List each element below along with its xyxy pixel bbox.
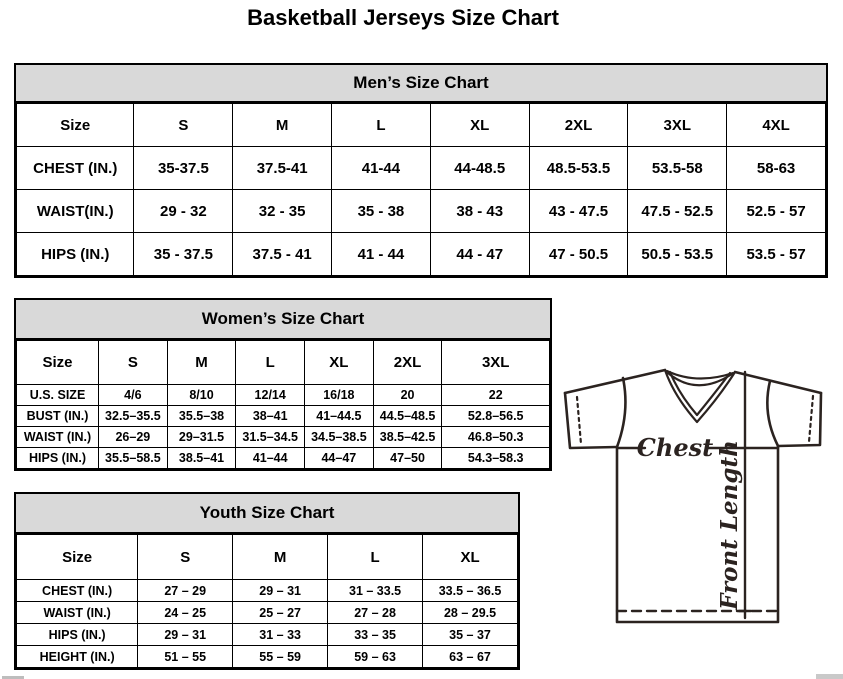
- value-cell: 38.5–41: [167, 448, 236, 469]
- womens-size-chart-section: [14, 298, 552, 471]
- value-cell: 31.5–34.5: [236, 427, 305, 448]
- value-cell: 41–44: [236, 448, 305, 469]
- value-cell: 32 - 35: [233, 190, 332, 233]
- size-column-header: M: [233, 104, 332, 147]
- value-cell: 41-44: [332, 147, 431, 190]
- row-label-cell: CHEST (IN.): [17, 580, 138, 602]
- value-cell: 44 - 47: [430, 233, 529, 276]
- value-cell: 48.5-53.5: [529, 147, 628, 190]
- size-column-header: 2XL: [529, 104, 628, 147]
- mens-size-chart-table: [16, 103, 826, 276]
- row-label-cell: U.S. SIZE: [17, 385, 99, 406]
- value-cell: 29 – 31: [138, 624, 233, 646]
- value-cell: 33.5 – 36.5: [423, 580, 518, 602]
- value-cell: 47–50: [373, 448, 442, 469]
- value-cell: 35 - 38: [332, 190, 431, 233]
- measurement-row: [17, 602, 518, 624]
- measurement-row: [17, 427, 550, 448]
- youth-size-chart-title: Youth Size Chart: [16, 494, 518, 534]
- size-column-header: XL: [423, 535, 518, 580]
- size-column-header: 3XL: [442, 341, 550, 385]
- size-column-header: L: [236, 341, 305, 385]
- size-column-header: XL: [430, 104, 529, 147]
- value-cell: 27 – 28: [328, 602, 423, 624]
- size-header-row: [17, 535, 518, 580]
- value-cell: 38.5–42.5: [373, 427, 442, 448]
- value-cell: 47.5 - 52.5: [628, 190, 727, 233]
- measurement-row: [17, 190, 826, 233]
- value-cell: 41 - 44: [332, 233, 431, 276]
- value-cell: 50.5 - 53.5: [628, 233, 727, 276]
- youth-size-chart-table: [16, 534, 518, 668]
- row-label-cell: WAIST(IN.): [17, 190, 134, 233]
- value-cell: 25 – 27: [233, 602, 328, 624]
- womens-size-chart-title: Women’s Size Chart: [16, 300, 550, 340]
- row-label-cell: HIPS (IN.): [17, 233, 134, 276]
- value-cell: 35.5–38: [167, 406, 236, 427]
- value-cell: 44-48.5: [430, 147, 529, 190]
- value-cell: 52.5 - 57: [727, 190, 826, 233]
- value-cell: 37.5-41: [233, 147, 332, 190]
- mens-size-chart-title: Men’s Size Chart: [16, 65, 826, 103]
- value-cell: 35-37.5: [134, 147, 233, 190]
- measurement-row: [17, 448, 550, 469]
- value-cell: 43 - 47.5: [529, 190, 628, 233]
- value-cell: 46.8–50.3: [442, 427, 550, 448]
- row-label-cell: HIPS (IN.): [17, 624, 138, 646]
- value-cell: 29 - 32: [134, 190, 233, 233]
- size-column-header: 3XL: [628, 104, 727, 147]
- measurement-row: [17, 646, 518, 668]
- value-cell: 22: [442, 385, 550, 406]
- size-column-header: XL: [305, 341, 374, 385]
- size-column-header: L: [328, 535, 423, 580]
- value-cell: 53.5-58: [628, 147, 727, 190]
- value-cell: 38 - 43: [430, 190, 529, 233]
- chest-measure-label: Chest: [636, 433, 714, 462]
- value-cell: 54.3–58.3: [442, 448, 550, 469]
- size-header-cell: Size: [17, 535, 138, 580]
- size-column-header: S: [134, 104, 233, 147]
- value-cell: 51 – 55: [138, 646, 233, 668]
- value-cell: 20: [373, 385, 442, 406]
- jersey-outline-icon: [556, 360, 838, 624]
- value-cell: 44–47: [305, 448, 374, 469]
- value-cell: 47 - 50.5: [529, 233, 628, 276]
- front-length-measure-label: Front Length: [716, 440, 743, 610]
- measurement-row: [17, 580, 518, 602]
- measurement-row: [17, 406, 550, 427]
- value-cell: 37.5 - 41: [233, 233, 332, 276]
- value-cell: 38–41: [236, 406, 305, 427]
- row-label-cell: BUST (IN.): [17, 406, 99, 427]
- size-header-cell: Size: [17, 341, 99, 385]
- size-column-header: S: [138, 535, 233, 580]
- value-cell: 59 – 63: [328, 646, 423, 668]
- youth-size-chart-section: [14, 492, 520, 670]
- measurement-row: [17, 147, 826, 190]
- size-header-row: [17, 341, 550, 385]
- value-cell: 16/18: [305, 385, 374, 406]
- value-cell: 52.8–56.5: [442, 406, 550, 427]
- page-title: Basketball Jerseys Size Chart: [247, 5, 559, 30]
- value-cell: 4/6: [99, 385, 168, 406]
- value-cell: 44.5–48.5: [373, 406, 442, 427]
- value-cell: 63 – 67: [423, 646, 518, 668]
- value-cell: 26–29: [99, 427, 168, 448]
- value-cell: 53.5 - 57: [727, 233, 826, 276]
- mens-size-chart-section: [14, 63, 828, 278]
- size-column-header: M: [233, 535, 328, 580]
- size-header-row: [17, 104, 826, 147]
- measurement-row: [17, 233, 826, 276]
- measurement-row: [17, 385, 550, 406]
- size-column-header: M: [167, 341, 236, 385]
- size-column-header: L: [332, 104, 431, 147]
- value-cell: 8/10: [167, 385, 236, 406]
- value-cell: 58-63: [727, 147, 826, 190]
- value-cell: 41–44.5: [305, 406, 374, 427]
- value-cell: 32.5–35.5: [99, 406, 168, 427]
- value-cell: 31 – 33.5: [328, 580, 423, 602]
- row-label-cell: CHEST (IN.): [17, 147, 134, 190]
- row-label-cell: WAIST (IN.): [17, 602, 138, 624]
- size-header-cell: Size: [17, 104, 134, 147]
- value-cell: 29–31.5: [167, 427, 236, 448]
- jersey-measurement-diagram: [556, 360, 838, 624]
- value-cell: 33 – 35: [328, 624, 423, 646]
- value-cell: 24 – 25: [138, 602, 233, 624]
- row-label-cell: HIPS (IN.): [17, 448, 99, 469]
- row-label-cell: WAIST (IN.): [17, 427, 99, 448]
- womens-size-chart-table: [16, 340, 550, 469]
- value-cell: 35 – 37: [423, 624, 518, 646]
- vertical-scrollbar-fragment[interactable]: [816, 674, 843, 679]
- value-cell: 12/14: [236, 385, 305, 406]
- size-column-header: 4XL: [727, 104, 826, 147]
- value-cell: 34.5–38.5: [305, 427, 374, 448]
- value-cell: 31 – 33: [233, 624, 328, 646]
- value-cell: 35.5–58.5: [99, 448, 168, 469]
- row-label-cell: HEIGHT (IN.): [17, 646, 138, 668]
- value-cell: 28 – 29.5: [423, 602, 518, 624]
- value-cell: 55 – 59: [233, 646, 328, 668]
- value-cell: 29 – 31: [233, 580, 328, 602]
- value-cell: 27 – 29: [138, 580, 233, 602]
- size-column-header: 2XL: [373, 341, 442, 385]
- measurement-row: [17, 624, 518, 646]
- value-cell: 35 - 37.5: [134, 233, 233, 276]
- size-column-header: S: [99, 341, 168, 385]
